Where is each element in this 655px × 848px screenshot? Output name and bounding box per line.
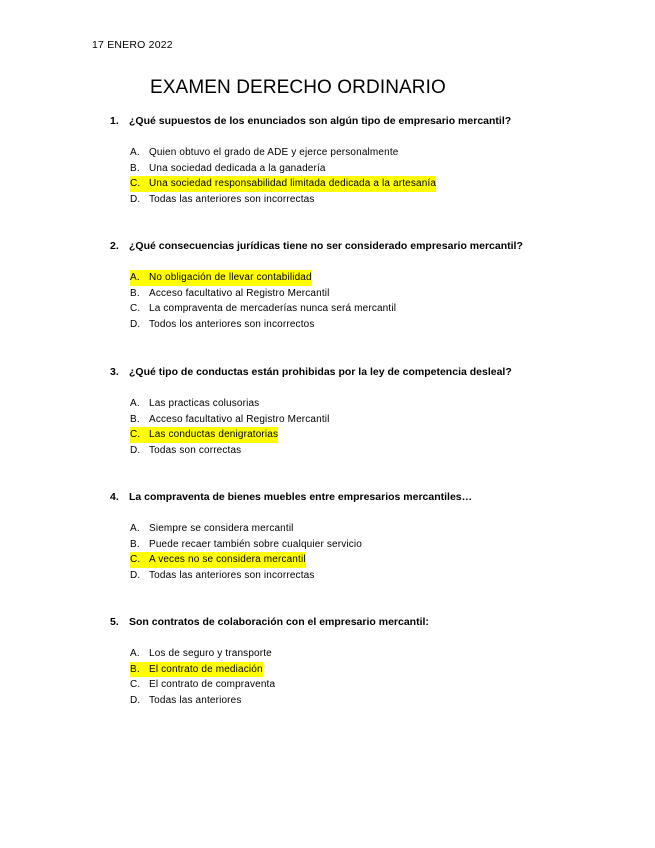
option-letter: B. [130, 538, 140, 550]
question-1-heading [110, 114, 570, 128]
option-letter: D. [130, 318, 141, 330]
answer-options [130, 145, 570, 207]
option-text: Acceso facultativo al Registro Mercantil [149, 287, 330, 299]
document-date: 17 ENERO 2022 [92, 39, 173, 51]
option-text: Todas las anteriores [149, 694, 242, 706]
option-letter: D. [130, 569, 141, 581]
question-text: ¿Qué tipo de conductas están prohibidas por la ley de competencia desleal? [129, 366, 512, 378]
answer-options [130, 270, 570, 332]
question-number: 1. [110, 115, 119, 127]
option-text: Quien obtuvo el grado de ADE y ejerce personalmente [149, 147, 399, 158]
question-text: ¿Qué consecuencias jurídicas tiene no ser considerado empresario mercantil? [129, 240, 523, 252]
question-5 [110, 615, 570, 708]
option-c-highlighted [130, 176, 570, 192]
option-d [130, 568, 570, 584]
question-2 [110, 239, 570, 332]
question-number: 3. [110, 366, 119, 378]
question-text: Son contratos de colaboración con el empresario mercantil: [129, 616, 429, 628]
question-3 [110, 365, 570, 458]
option-text: Acceso facultativo al Registro Mercantil [149, 413, 330, 425]
option-b [130, 537, 570, 553]
option-c-highlighted [130, 427, 570, 443]
option-text: Los de seguro y transporte [149, 648, 272, 659]
answer-options [130, 521, 570, 583]
option-text: A veces no se considera mercantil [149, 552, 306, 568]
question-4 [110, 490, 570, 583]
option-letter: A. [130, 147, 140, 158]
option-text: Todas las anteriores son incorrectas [149, 569, 315, 581]
option-a [130, 396, 570, 412]
option-text: El contrato de compraventa [149, 679, 276, 691]
question-4-heading [110, 490, 570, 504]
question-5-heading [110, 615, 570, 629]
option-letter: A. [130, 523, 140, 534]
answer-options [130, 396, 570, 458]
option-d [130, 317, 570, 333]
option-c-highlighted [130, 552, 570, 568]
question-1 [110, 114, 570, 207]
option-letter: D. [130, 193, 141, 205]
option-letter: A. [130, 648, 140, 659]
option-letter: D. [130, 444, 141, 456]
question-number: 2. [110, 240, 119, 252]
option-text: Las practicas colusorias [149, 398, 260, 409]
option-text: Todos los anteriores son incorrectos [149, 318, 315, 330]
question-number: 5. [110, 616, 119, 628]
option-letter: B. [130, 662, 149, 678]
option-d [130, 192, 570, 208]
option-text: No obligación de llevar contabilidad [149, 270, 312, 286]
option-a [130, 145, 570, 161]
option-b [130, 412, 570, 428]
option-b [130, 286, 570, 302]
question-text: La compraventa de bienes muebles entre empresarios mercantiles… [129, 491, 473, 503]
answer-options [130, 646, 570, 708]
option-letter: C. [130, 176, 149, 192]
option-text: Una sociedad dedicada a la ganadería [149, 162, 326, 174]
question-number: 4. [110, 491, 119, 503]
question-3-heading [110, 365, 570, 379]
option-letter: B. [130, 287, 140, 299]
option-letter: A. [130, 270, 149, 286]
option-d [130, 693, 570, 709]
option-text: El contrato de mediación [149, 662, 263, 678]
option-text: La compraventa de mercaderías nunca será mercantil [149, 303, 397, 315]
option-text: Puede recaer también sobre cualquier servicio [149, 538, 362, 550]
exam-title: EXAMEN DERECHO ORDINARIO [150, 77, 446, 98]
question-text: ¿Qué supuestos de los enunciados son algún tipo de empresario mercantil? [129, 115, 512, 127]
option-a-highlighted [130, 270, 570, 286]
option-c [130, 301, 570, 317]
option-c [130, 677, 570, 693]
option-a [130, 646, 570, 662]
option-letter: C. [130, 303, 141, 315]
option-letter: D. [130, 694, 141, 706]
option-b [130, 161, 570, 177]
question-2-heading [110, 239, 570, 253]
option-a [130, 521, 570, 537]
option-letter: A. [130, 398, 140, 409]
option-letter: C. [130, 552, 149, 568]
option-text: Una sociedad responsabilidad limitada dedicada a la artesanía [149, 176, 436, 192]
option-text: Todas las anteriores son incorrectas [149, 193, 315, 205]
option-d [130, 443, 570, 459]
option-text: Todas son correctas [149, 444, 242, 456]
option-text: Siempre se considera mercantil [149, 523, 294, 534]
option-letter: C. [130, 679, 141, 691]
option-letter: C. [130, 427, 149, 443]
option-letter: B. [130, 162, 140, 174]
option-letter: B. [130, 413, 140, 425]
option-text: Las conductas denigratorias [149, 427, 278, 443]
option-b-highlighted [130, 662, 570, 678]
